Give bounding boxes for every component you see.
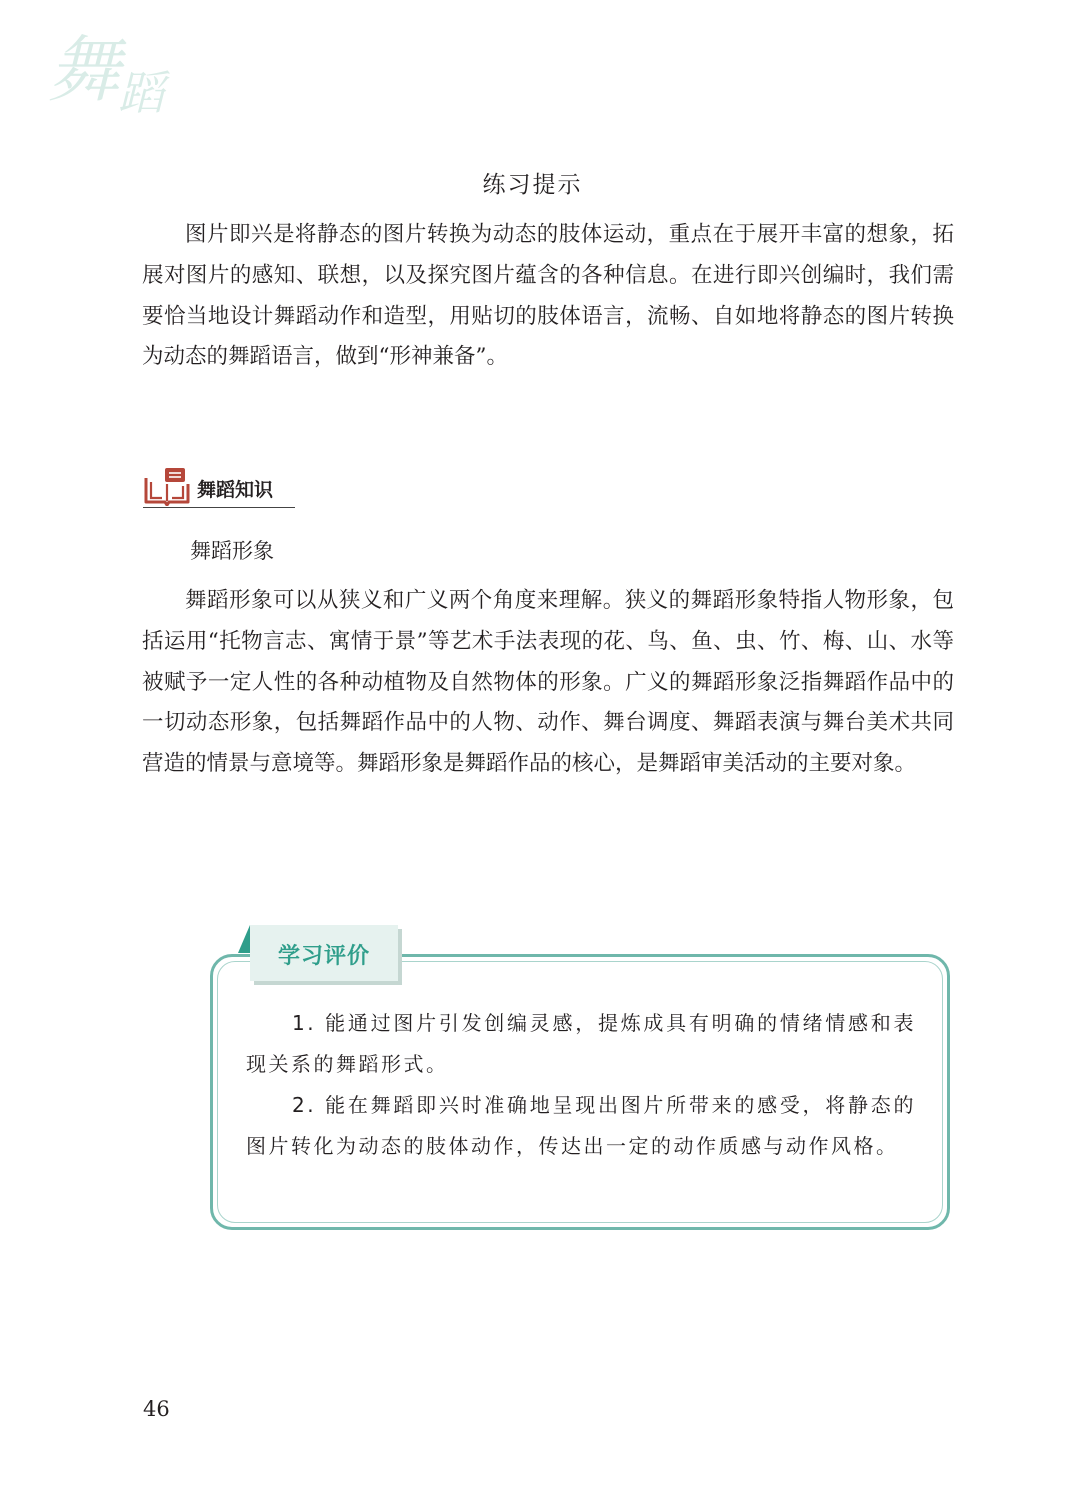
practice-tips-paragraph: 图片即兴是将静态的图片转换为动态的肢体运动，重点在于展开丰富的想象，拓展对图片的感知、联想，以及探究图片蕴含的各种信息。在进行即兴创编时，我们需要恰当地设计舞蹈动作和造型，用贴切的肢体语言，流畅、自如地将静态的图片转换为动态的舞蹈语言，做到“形神兼备”。 (142, 222, 954, 370)
evaluation-title: 学习评价 (277, 944, 370, 969)
evaluation-tab-flag (238, 925, 250, 953)
page-number: 46 (143, 1397, 170, 1421)
logo-char-dao: 蹈 (118, 66, 164, 120)
dance-knowledge-heading (143, 466, 295, 510)
evaluation-item: 2. 能在舞蹈即兴时准确地呈现出图片所带来的感受，将静态的图片转化为动态的肢体动作，传达出一定的动作质感与动作风格。 (246, 1093, 916, 1158)
dance-image-paragraph: 舞蹈形象可以从狭义和广义两个角度来理解。狭义的舞蹈形象特指人物形象，包括运用“托物言志、寓情于景”等艺术手法表现的花、鸟、鱼、虫、竹、梅、山、水等被赋予一定人性的各种动植物及自然物体的形象。广义的舞蹈形象泛指舞蹈作品中的一切动态形象，包括舞蹈作品中的人物、动作、舞台调度、舞蹈表演与舞台美术共同营造的情景与意境等。舞蹈形象是舞蹈作品的核心，是舞蹈审美活动的主要对象。 (142, 588, 954, 777)
heading-underline (143, 507, 295, 508)
practice-tips-title: 练习提示 (482, 172, 583, 198)
book-logo (40, 30, 180, 145)
open-book-icon (143, 466, 191, 506)
dance-knowledge-label: 舞蹈知识 (197, 479, 274, 501)
logo-char-wu: 舞 (48, 28, 121, 112)
evaluation-tab (250, 925, 398, 981)
dance-image-subheading: 舞蹈形象 (190, 539, 274, 563)
evaluation-item: 1. 能通过图片引发创编灵感，提炼成具有明确的情绪情感和表现关系的舞蹈形式。 (246, 1011, 916, 1076)
